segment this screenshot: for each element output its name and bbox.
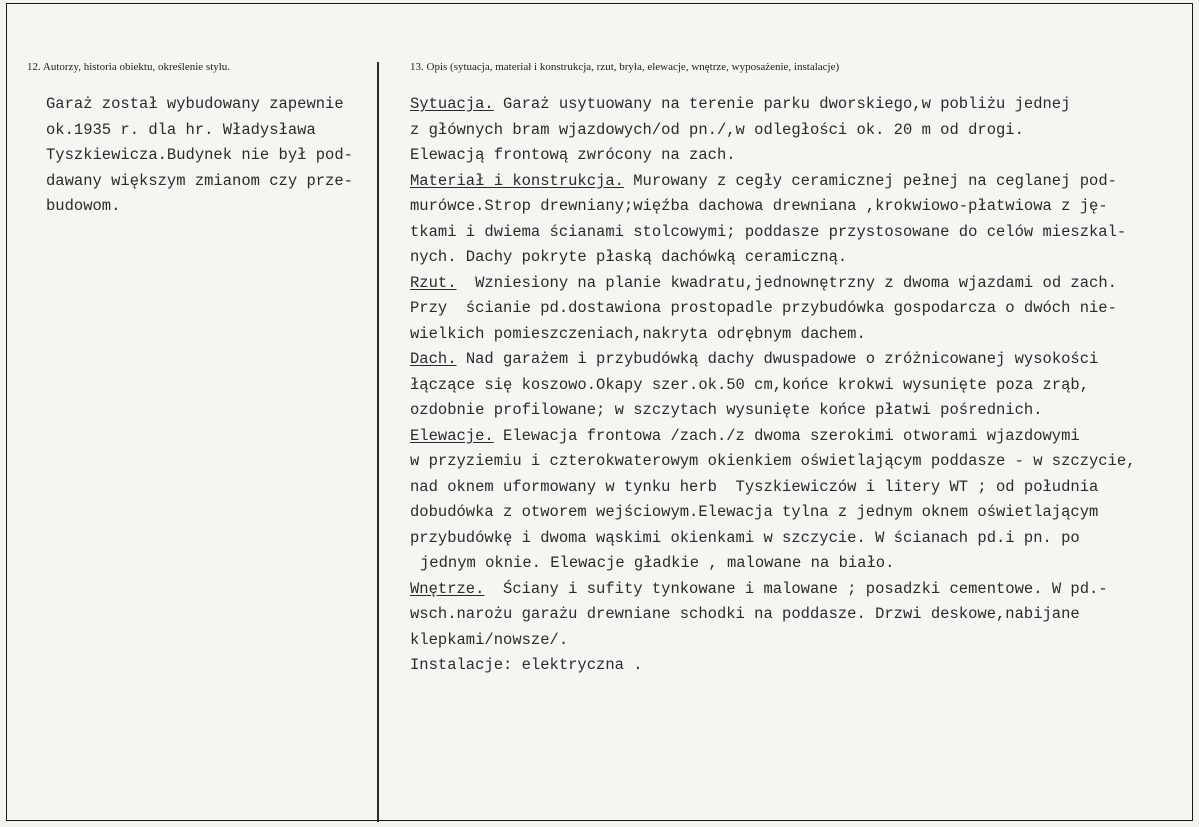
left-text-line: Garaż został wybudowany zapewnie: [46, 95, 344, 113]
description-text-run: Wzniesiony na planie kwadratu,jednownętrzny z dwoma wjazdami od zach.: [456, 273, 1117, 292]
description-text-run: Instalacje: elektryczna .: [410, 656, 643, 674]
description-text-run: przybudówkę i dwoma wąskimi okienkami w szczycie. W ścianach pd.i pn. po: [410, 528, 1080, 547]
description-text-run: łączące się koszowo.Okapy szer.ok.50 cm,końce krokwi wysunięte poza zrąb,: [410, 375, 1090, 394]
section-label: Elewacje.: [410, 426, 494, 445]
left-text-line: Tyszkiewicza.Budynek nie był pod-: [46, 146, 353, 164]
description-text-run: Przy ścianie pd.dostawiona prostopadle przybudówka gospodarcza o dwóch nie-: [410, 299, 1117, 317]
description-line: [410, 551, 1195, 577]
description-text-run: klepkami/nowsze/.: [410, 630, 569, 649]
description-text-run: nad oknem uformowany w tynku herb Tyszkiewiczów i litery WT ; od południa: [410, 477, 1099, 496]
description-line: [410, 194, 1195, 220]
description-text-run: Nad garażem i przybudówką dachy dwuspadowe o zróżnicowanej wysokości: [456, 350, 1099, 368]
description-text-run: w przyziemiu i czterokwaterowym okienkiem oświetlającym poddasze - w szczycie,: [410, 452, 1136, 470]
section-label: Rzut.: [410, 273, 457, 292]
description-line: [410, 220, 1195, 246]
description-line: [410, 92, 1195, 118]
section-label: Materiał i konstrukcja.: [410, 171, 624, 190]
description-line: [410, 143, 1195, 169]
description-line: [410, 245, 1195, 271]
description-line: [410, 653, 1195, 679]
section-label: Dach.: [410, 350, 457, 368]
description-text-run: Elewacją frontową zwrócony na zach.: [410, 146, 736, 164]
description-text-run: dobudówka z otworem wejściowym.Elewacja tylna z jednym oknem oświetlającym: [410, 503, 1099, 521]
description-line: [410, 296, 1195, 322]
description-line: [410, 475, 1195, 501]
left-text-line: ok.1935 r. dla hr. Władysława: [46, 120, 316, 139]
left-text-line: dawany większym zmianom czy prze-: [46, 171, 353, 190]
authors-history-text: [46, 92, 376, 220]
description-line: [410, 271, 1195, 297]
description-text-run: Garaż usytuowany na terenie parku dworskiego,w pobliżu jednej: [493, 95, 1071, 113]
description-text-run: wielkich pomieszczeniach,nakryta odrębnym dachem.: [410, 324, 866, 343]
description-line: [410, 398, 1195, 424]
description-text-run: ozdobnie profilowane; w szczytach wysunięte końce płatwi pośrednich.: [410, 401, 1043, 419]
section-13-header: 13. Opis (sytuacja, materiał i konstrukcja, rzut, bryła, elewacje, wnętrze, wyposażenie, instalacje): [410, 61, 840, 73]
description-line: [410, 169, 1195, 195]
description-line: [410, 602, 1195, 628]
description-text-run: z głównych bram wjazdowych/od pn./,w odległości ok. 20 m od drogi.: [410, 120, 1024, 139]
description-line: [410, 628, 1195, 654]
description-text-run: nych. Dachy pokryte płaską dachówką ceramiczną.: [410, 248, 848, 266]
description-line: [410, 347, 1195, 373]
description-line: [410, 322, 1195, 348]
description-line: [410, 526, 1195, 552]
description-line: [410, 577, 1195, 603]
description-line: [410, 373, 1195, 399]
section-label: Wnętrze.: [410, 579, 485, 598]
column-divider: [377, 62, 379, 822]
description-text-run: Murowany z cegły ceramicznej pełnej na ceglanej pod-: [623, 171, 1117, 190]
section-12-header: 12. Autorzy, historia obiektu, określenie stylu.: [27, 61, 231, 73]
left-text-line: budowom.: [46, 197, 121, 215]
description-text: [410, 92, 1195, 679]
description-line: [410, 500, 1195, 526]
description-text-run: Ściany i sufity tynkowane i malowane ; posadzki cementowe. W pd.-: [484, 579, 1108, 598]
description-line: [410, 449, 1195, 475]
section-label: Sytuacja.: [410, 95, 494, 113]
description-text-run: tkami i dwiema ścianami stolcowymi; poddasze przystosowane do celów mieszkal-: [410, 222, 1127, 241]
description-text-run: jednym oknie. Elewacje gładkie , malowane na biało.: [420, 554, 895, 572]
description-text-run: murówce.Strop drewniany;więźba dachowa drewniana ,krokwiowo-płatwiowa z ję-: [410, 197, 1108, 215]
description-line: [410, 118, 1195, 144]
description-line: [410, 424, 1195, 450]
description-text-run: Elewacja frontowa /zach./z dwoma szerokimi otworami wjazdowymi: [493, 426, 1080, 445]
description-text-run: wsch.narożu garażu drewniane schodki na poddasze. Drzwi deskowe,nabijane: [410, 605, 1080, 623]
